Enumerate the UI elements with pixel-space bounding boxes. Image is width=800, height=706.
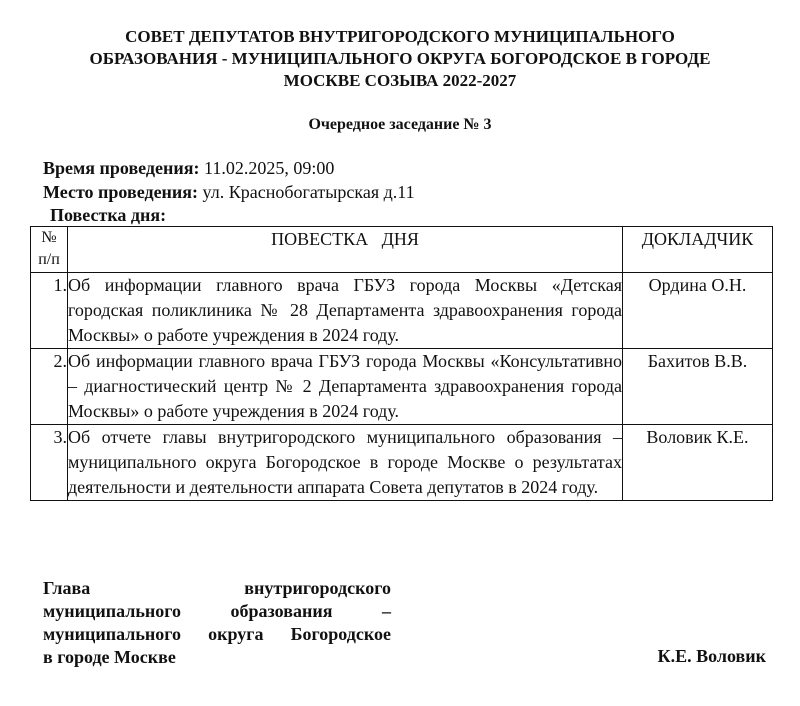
- header-number: № п/п: [31, 227, 68, 273]
- meeting-subtitle: Очередное заседание № 3: [308, 116, 492, 133]
- row-speaker: Воловик К.Е.: [623, 425, 773, 501]
- position-line: в городе Москве: [43, 647, 176, 667]
- header-topic: ПОВЕСТКА ДНЯ: [68, 227, 623, 273]
- row-topic: Об отчете главы внутригородского муниципального образования – муниципального округа Богородское в городе Москве о результатах деятельности и деятельности аппарата Совета депутатов в 2024 году.: [68, 425, 623, 501]
- row-speaker: Бахитов В.В.: [623, 349, 773, 425]
- agenda-label: Повестка дня:: [50, 205, 167, 225]
- table-header-row: [31, 227, 773, 273]
- document-title: [20, 26, 780, 92]
- title-line: ОБРАЗОВАНИЯ - МУНИЦИПАЛЬНОГО ОКРУГА БОГОРОДСКОЕ В ГОРОДЕ: [89, 49, 711, 68]
- signatory-position: [43, 577, 391, 669]
- position-line: Глава внутригородского: [43, 578, 391, 598]
- table-row: [31, 273, 773, 349]
- table-row: [31, 349, 773, 425]
- row-topic: Об информации главного врача ГБУЗ города Москвы «Детская городская поликлиника № 28 Департамента здравоохранения города Москвы» о работе учреждения в 2024 году.: [68, 273, 623, 349]
- row-topic: Об информации главного врача ГБУЗ города Москвы «Консультативно – диагностический центр № 2 Департамента здравоохранения города Москвы» о работе учреждения в 2024 году.: [68, 349, 623, 425]
- row-number: 3.: [31, 425, 68, 501]
- row-speaker: Ордина О.Н.: [623, 273, 773, 349]
- title-line: СОВЕТ ДЕПУТАТОВ ВНУТРИГОРОДСКОГО МУНИЦИПАЛЬНОГО: [125, 27, 675, 46]
- meeting-place: [43, 182, 415, 203]
- signatory-name: К.Е. Воловик: [657, 646, 766, 666]
- title-line: МОСКВЕ СОЗЫВА 2022-2027: [283, 71, 517, 90]
- time-label: Время проведения:: [43, 158, 200, 178]
- time-value: 11.02.2025, 09:00: [203, 158, 335, 178]
- row-number: 1.: [31, 273, 68, 349]
- meeting-time: [43, 158, 334, 179]
- place-label: Место проведения:: [43, 182, 199, 202]
- table-row: [31, 425, 773, 501]
- agenda-table: [30, 226, 773, 501]
- position-line: муниципального образования –: [43, 601, 391, 621]
- header-speaker: ДОКЛАДЧИК: [623, 227, 773, 273]
- place-value: ул. Краснобогатырская д.11: [202, 182, 415, 202]
- position-line: муниципального округа Богородское: [43, 624, 391, 644]
- row-number: 2.: [31, 349, 68, 425]
